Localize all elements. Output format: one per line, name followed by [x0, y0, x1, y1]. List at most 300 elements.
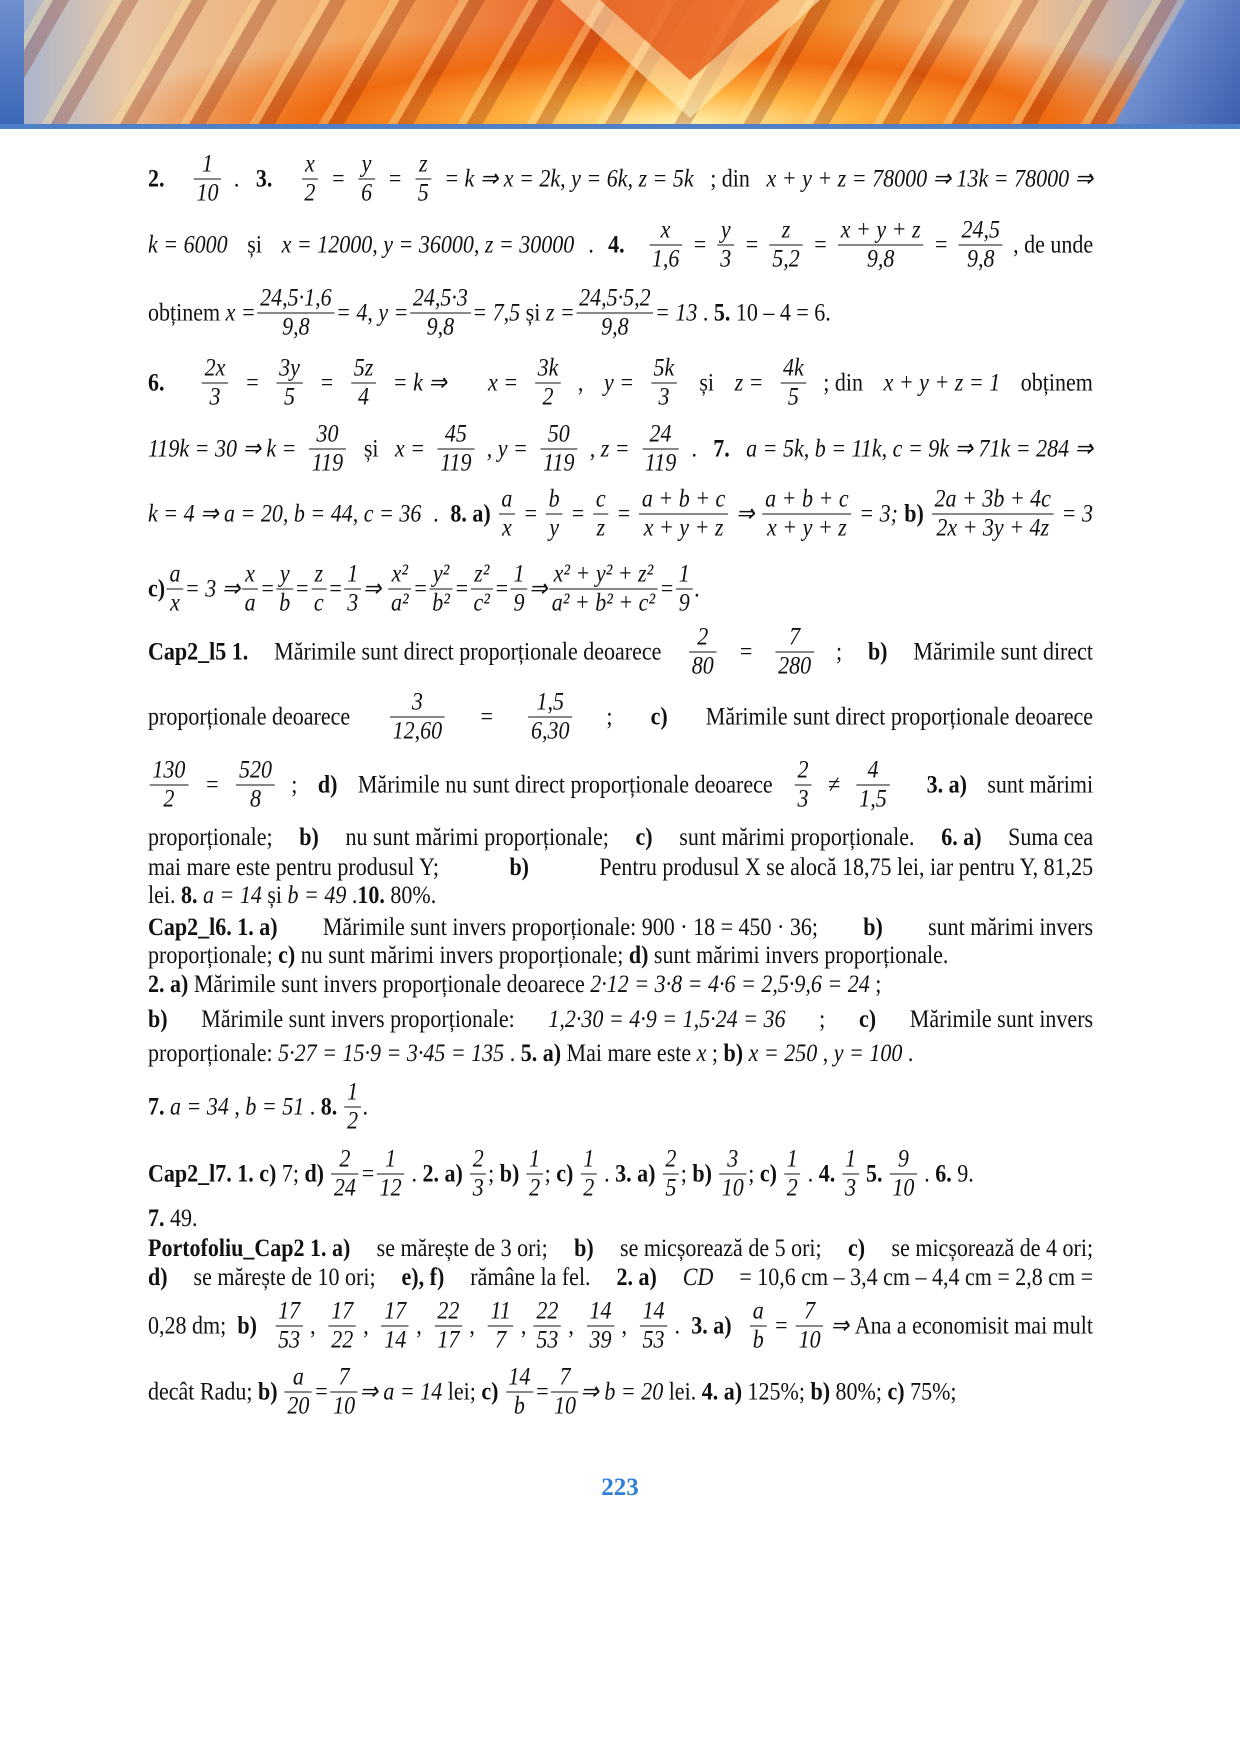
fraction [576, 285, 653, 342]
fraction [377, 1146, 404, 1203]
fraction-numerator: y [718, 217, 734, 246]
bold-label: d) [148, 1264, 168, 1291]
fraction-denominator: 2 [163, 785, 175, 813]
bold-label: b) [299, 824, 319, 851]
fraction [331, 1146, 358, 1203]
fraction-denominator: x [502, 514, 512, 542]
text-run: , [416, 1312, 428, 1339]
fraction-numerator: 130 [150, 757, 188, 786]
fraction-denominator: 14 [384, 1326, 407, 1354]
math-expression: = [534, 1378, 550, 1405]
text-run: 0,28 dm; [148, 1312, 232, 1339]
fraction-numerator: 50 [540, 421, 577, 450]
math-expression: = [259, 575, 275, 602]
bold-label: 5. [866, 1160, 883, 1187]
math-expression: = k ⇒ x = 2k, y = 6k, z = 5k [444, 165, 694, 192]
fraction-denominator: 4 [358, 383, 370, 411]
text-run: 49. [164, 1205, 198, 1232]
bold-label: 6. [148, 369, 165, 396]
fraction-denominator: 8 [249, 785, 261, 813]
text-run: se mărește de 3 ori; [371, 1235, 554, 1262]
fraction-numerator: 4k [780, 355, 806, 384]
fraction-numerator: 4 [857, 757, 890, 786]
math-expression: x = [394, 435, 425, 462]
fraction-denominator: z [596, 514, 606, 542]
fraction-denominator: b [279, 589, 291, 617]
text-run: proporționale: [148, 1040, 279, 1067]
fraction-denominator: a [244, 589, 256, 617]
math-expression: , z = [589, 435, 630, 462]
bold-label: b) [574, 1235, 594, 1262]
math-expression: = [744, 231, 760, 258]
math-expression: = [360, 1160, 376, 1187]
fraction [546, 486, 562, 543]
fraction-denominator: 20 [287, 1392, 310, 1420]
text-run: . [802, 1160, 819, 1187]
math-expression: = [692, 231, 708, 258]
fraction [642, 421, 679, 478]
math-expression: b = 51 [245, 1093, 305, 1120]
fraction-numerator: 1 [344, 1079, 360, 1108]
math-expression: ⇒ b = 20 [580, 1378, 664, 1405]
fraction [676, 561, 692, 618]
fraction [390, 689, 445, 746]
text-run: , [568, 1312, 580, 1339]
fraction [540, 421, 577, 478]
text-run: Mărimile sunt invers proporționale: 900 · 18 = 450 · 36; [317, 914, 824, 941]
fraction-numerator: 14 [506, 1364, 533, 1393]
text-line [148, 486, 1093, 543]
text-run: proporționale; [148, 824, 279, 851]
fraction-denominator: 119 [644, 449, 677, 477]
banner-decoration [1100, 0, 1240, 124]
text-run: ; [748, 1160, 760, 1187]
fraction-denominator: 10 [721, 1174, 744, 1202]
fraction-numerator: 24,5·3 [410, 285, 470, 314]
text-run: Suma cea [1002, 824, 1094, 851]
text-run: . [918, 1160, 936, 1187]
fraction [167, 561, 183, 618]
math-expression: = 13 [655, 299, 698, 326]
fraction [587, 1298, 614, 1355]
fraction [150, 757, 188, 814]
text-line [148, 1298, 1093, 1355]
fraction [351, 355, 376, 412]
fraction [388, 561, 411, 618]
fraction-numerator: 1 [194, 151, 221, 180]
fraction [488, 1298, 514, 1355]
bold-label: 7. [713, 435, 730, 462]
fraction-denominator: y [549, 514, 560, 542]
text-line [148, 1039, 913, 1069]
fraction-numerator: 5z [351, 355, 376, 384]
bold-label: c) [635, 824, 653, 851]
math-expression: = [313, 1378, 329, 1405]
text-run [835, 1159, 841, 1189]
fraction-denominator: 3 [845, 1174, 857, 1202]
fraction [435, 1298, 462, 1355]
math-expression: = [659, 575, 675, 602]
text-line [148, 151, 1093, 208]
bold-label: b) [904, 500, 924, 527]
text-run: , [520, 1312, 527, 1339]
bold-label: b) [509, 854, 530, 881]
text-run: Mărimile sunt invers proporționale deoarece [188, 971, 591, 998]
fraction-denominator: 39 [589, 1326, 612, 1354]
math-expression: = [294, 575, 310, 602]
math-expression: x = [225, 299, 256, 326]
bold-label: b) [863, 914, 883, 941]
text-line [148, 1146, 974, 1203]
text-run: 80%; [830, 1378, 888, 1405]
text-run: proporționale deoarece [148, 703, 356, 730]
text-run [463, 1159, 469, 1189]
text-run: ; [606, 703, 619, 730]
text-run [777, 1159, 783, 1189]
text-run: Mărimile sunt direct proporționale deoarece [268, 638, 667, 665]
text-line [148, 689, 1093, 746]
math-expression: ⇒ [528, 575, 548, 602]
fraction-denominator: 3 [472, 1174, 484, 1202]
fraction-numerator: 3 [390, 689, 445, 718]
fraction [277, 355, 303, 412]
text-run: , [577, 369, 589, 396]
text-run: Ana a economisit mai mult [854, 1312, 1094, 1339]
text-run: . [598, 1160, 616, 1187]
text-run: = 10,6 cm – 3,4 cm – 4,4 cm = 2,8 cm = [733, 1264, 1094, 1291]
fraction [639, 486, 728, 543]
text-line [148, 823, 1093, 853]
fraction-numerator: 9 [890, 1146, 917, 1175]
bold-label: 3. a) [615, 1160, 656, 1187]
fraction-denominator: 6 [361, 179, 373, 207]
fraction-numerator: c [593, 486, 608, 515]
text-run: , [621, 1312, 633, 1339]
fraction-numerator: z² [471, 561, 493, 590]
math-expression: x + y + z = 1 [883, 369, 1001, 396]
fraction-numerator: 2 [470, 1146, 486, 1175]
fraction-denominator: a² [391, 589, 409, 617]
text-run: . [362, 1093, 368, 1120]
fraction-numerator: 22 [435, 1298, 462, 1327]
text-run: . [346, 882, 358, 909]
bold-label: c) [278, 942, 296, 969]
text-run: . [694, 575, 700, 602]
bold-label: Portofoliu_Cap2 1. a) [148, 1235, 351, 1262]
fraction [750, 1298, 766, 1355]
fraction [471, 561, 493, 618]
fraction-denominator: 10 [196, 179, 219, 207]
fraction [302, 151, 318, 208]
fraction-numerator: z [770, 217, 803, 246]
bold-label: b) [723, 1040, 744, 1067]
math-expression: y = [378, 299, 409, 326]
math-expression: , y = [486, 435, 528, 462]
fraction-denominator: 2 [529, 1174, 541, 1202]
fraction [663, 1146, 679, 1203]
text-run: . [504, 1040, 521, 1067]
math-expression: ⇒ [830, 1312, 850, 1339]
fraction-numerator: a + b + c [762, 486, 851, 515]
fraction-numerator: 7 [776, 624, 814, 653]
math-expression: ⇒ [362, 575, 387, 602]
fraction-numerator: 2 [331, 1146, 358, 1175]
bold-label: 8. [181, 882, 198, 909]
text-run [906, 770, 912, 800]
text-run: Mărimile nu sunt direct proporționale deoarece [352, 771, 779, 798]
text-run: . [427, 500, 445, 527]
text-run: , [367, 299, 379, 326]
bold-label: 2. [148, 165, 165, 192]
text-run: Pentru produsul X se alocă 18,75 lei, iar pentru Y, 81,25 [593, 854, 1094, 881]
text-run: proporționale; [148, 942, 279, 969]
fraction-numerator: 24,5 [959, 217, 1003, 246]
text-run: și [520, 299, 546, 326]
fraction-numerator: 1,5 [528, 689, 572, 718]
fraction-denominator: b² [432, 589, 450, 617]
text-line [148, 1204, 198, 1234]
fraction-denominator: 5 [787, 383, 799, 411]
fraction [506, 1364, 533, 1421]
text-run: . [691, 435, 703, 462]
fraction [932, 486, 1054, 543]
text-run: sunt mărimi invers proporționale. [648, 942, 949, 969]
fraction-denominator: 53 [536, 1326, 559, 1354]
fraction-denominator: 9 [513, 589, 525, 617]
fraction [345, 561, 361, 618]
text-run: Mărimile sunt invers [904, 1006, 1094, 1033]
text-run: . [233, 165, 245, 192]
fraction-denominator: 17 [437, 1326, 460, 1354]
fraction-numerator: z [415, 151, 431, 180]
text-run: , [469, 1312, 481, 1339]
text-line [148, 1005, 1093, 1035]
text-run: lei; [442, 1378, 482, 1405]
bold-label: Cap2_l6. 1. a) [148, 914, 278, 941]
bold-label: 10. [357, 882, 385, 909]
fraction-denominator: 5 [284, 383, 296, 411]
text-run: obținem [1015, 369, 1093, 396]
fraction-numerator: 1 [377, 1146, 404, 1175]
fraction-numerator: 17 [329, 1298, 356, 1327]
text-run: . [405, 1160, 423, 1187]
math-expression: = [319, 369, 335, 396]
text-run: Mărimile sunt invers proporționale: [195, 1006, 521, 1033]
fraction [719, 1146, 746, 1203]
math-expression: y = 100 [833, 1040, 903, 1067]
fraction-numerator: 14 [587, 1298, 614, 1327]
fraction-numerator: x + y + z [838, 217, 923, 246]
math-expression: k = 4 ⇒ a = 20, b = 44, c = 36 [148, 500, 422, 527]
fraction-numerator: 3y [277, 355, 303, 384]
fraction [277, 561, 293, 618]
text-line [148, 970, 881, 1000]
bold-label: c) [650, 703, 668, 730]
text-line [148, 1364, 957, 1421]
text-run [180, 368, 186, 398]
fraction-denominator: 9,8 [601, 313, 629, 341]
text-line [148, 355, 1093, 412]
fraction-denominator: 9,8 [282, 313, 310, 341]
text-run: , [310, 1312, 322, 1339]
math-expression: a = 5k, b = 11k, c = 9k ⇒ 71k = 284 ⇒ [740, 435, 1094, 462]
math-expression: = [244, 369, 260, 396]
fraction-denominator: b [752, 1326, 764, 1354]
fraction [534, 1298, 561, 1355]
text-line [148, 757, 1093, 814]
text-run: Mărimile sunt direct [907, 638, 1094, 665]
fraction [329, 1298, 356, 1355]
math-expression: x [696, 1040, 707, 1067]
fraction-denominator: 119 [440, 449, 472, 477]
fraction-numerator: 1 [345, 561, 361, 590]
fraction [430, 561, 453, 618]
text-run [278, 1377, 284, 1407]
fraction [551, 1364, 578, 1421]
fraction-denominator: 9,8 [967, 245, 995, 273]
fraction-denominator: x [170, 589, 180, 617]
text-run [633, 230, 639, 260]
fraction-denominator: 3 [209, 383, 221, 411]
math-expression: = [330, 165, 346, 192]
text-run: . [582, 231, 600, 258]
fraction [857, 757, 890, 814]
fraction-denominator: 3 [658, 383, 670, 411]
bold-label: c) [858, 1006, 877, 1033]
fraction-numerator: 2 [663, 1146, 679, 1175]
fraction [330, 1364, 357, 1421]
bold-label: d) [628, 942, 649, 969]
bold-label: 3. a) [691, 1312, 732, 1339]
math-expression: = [933, 231, 949, 258]
math-expression: z = [734, 369, 764, 396]
text-run: nu sunt mărimi proporționale; [340, 824, 615, 851]
fraction [415, 151, 431, 208]
text-run: , [363, 1312, 375, 1339]
bold-label: 6. a) [941, 824, 982, 851]
text-run: , de unde [1013, 231, 1094, 258]
fraction-denominator: 119 [311, 449, 344, 477]
fraction-numerator: a [285, 1364, 312, 1393]
text-run [737, 1311, 743, 1341]
fraction [528, 689, 572, 746]
math-expression: = 7,5 [472, 299, 521, 326]
text-line [148, 561, 700, 618]
fraction-denominator: 3 [347, 589, 359, 617]
math-expression: = [454, 575, 470, 602]
text-run [467, 368, 473, 398]
fraction-denominator: c² [473, 589, 490, 617]
fraction [838, 217, 923, 274]
bold-label: b) [692, 1160, 712, 1187]
fraction [236, 757, 274, 814]
fraction [275, 1298, 302, 1355]
fraction-numerator: 45 [438, 421, 475, 450]
fraction [581, 1146, 597, 1203]
fraction-denominator: b [513, 1392, 525, 1420]
math-expression: = [479, 703, 494, 730]
fraction-denominator: 1,5 [859, 785, 887, 813]
text-run: ; [291, 771, 303, 798]
text-run: obținem [148, 299, 226, 326]
text-run [283, 164, 289, 194]
text-run: . [697, 299, 714, 326]
math-expression: = [773, 1312, 789, 1339]
text-run: lei. [148, 882, 181, 909]
bold-label: 7. [148, 1093, 165, 1120]
fraction-denominator: 80 [691, 652, 714, 680]
bold-label: 7. [148, 1205, 165, 1232]
fraction-denominator: 119 [543, 449, 575, 477]
fraction [511, 561, 527, 618]
bold-label: c) [481, 1378, 499, 1405]
fraction-numerator: 30 [309, 421, 346, 450]
text-run: ; din [704, 165, 756, 192]
math-expression: 119k = 30 ⇒ k = [148, 435, 297, 462]
fraction-denominator: 12,60 [392, 717, 443, 745]
fraction-numerator: 7 [796, 1298, 823, 1327]
math-expression: = 3; [859, 500, 898, 527]
fraction-numerator: 7 [330, 1364, 357, 1393]
bold-label: 6. [935, 1160, 952, 1187]
text-line [148, 941, 948, 971]
fraction-numerator: x² [388, 561, 411, 590]
fraction [410, 285, 470, 342]
fraction [795, 757, 811, 814]
bold-label: 3. a) [926, 771, 967, 798]
fraction [194, 151, 221, 208]
fraction [689, 624, 716, 681]
text-run: ; [835, 638, 848, 665]
math-expression: = 3 [1061, 500, 1093, 527]
fraction [649, 217, 682, 274]
math-expression: k = 6000 [148, 231, 228, 258]
math-expression: = [494, 575, 510, 602]
fraction [593, 486, 608, 543]
math-expression: = k ⇒ [392, 369, 453, 396]
math-expression: ⇒ a = 14 [359, 1378, 443, 1405]
text-run [655, 1159, 661, 1189]
fraction-numerator: 2x [202, 355, 228, 384]
math-expression: z = [545, 299, 575, 326]
fraction-denominator: 9,8 [866, 245, 895, 273]
text-run: ; [813, 1006, 831, 1033]
fraction [784, 1146, 800, 1203]
fraction-denominator: 53 [278, 1326, 301, 1354]
fraction [470, 1146, 486, 1203]
bold-label: 2. a) [148, 971, 189, 998]
bold-label: 4. [608, 231, 625, 258]
bold-label: 3. [255, 165, 273, 192]
text-run: . [674, 1312, 686, 1339]
text-run: se micșorează de 4 ori; [886, 1235, 1094, 1262]
fraction-numerator: a [167, 561, 183, 590]
fraction [382, 1298, 409, 1355]
fraction-denominator: 3 [797, 785, 809, 813]
fraction-denominator: 280 [778, 652, 812, 680]
math-expression: = 3 ⇒ [184, 575, 241, 602]
fraction-numerator: 3k [535, 355, 561, 384]
fraction [770, 217, 803, 274]
fraction-denominator: 24 [333, 1174, 356, 1202]
text-line [148, 1079, 368, 1136]
fraction-numerator: 520 [236, 757, 274, 786]
text-run: ; [680, 1160, 693, 1187]
fraction-denominator: 2 [304, 179, 316, 207]
fraction-denominator: 5 [417, 179, 429, 207]
text-line [148, 853, 1093, 883]
text-run: . [902, 1040, 914, 1067]
